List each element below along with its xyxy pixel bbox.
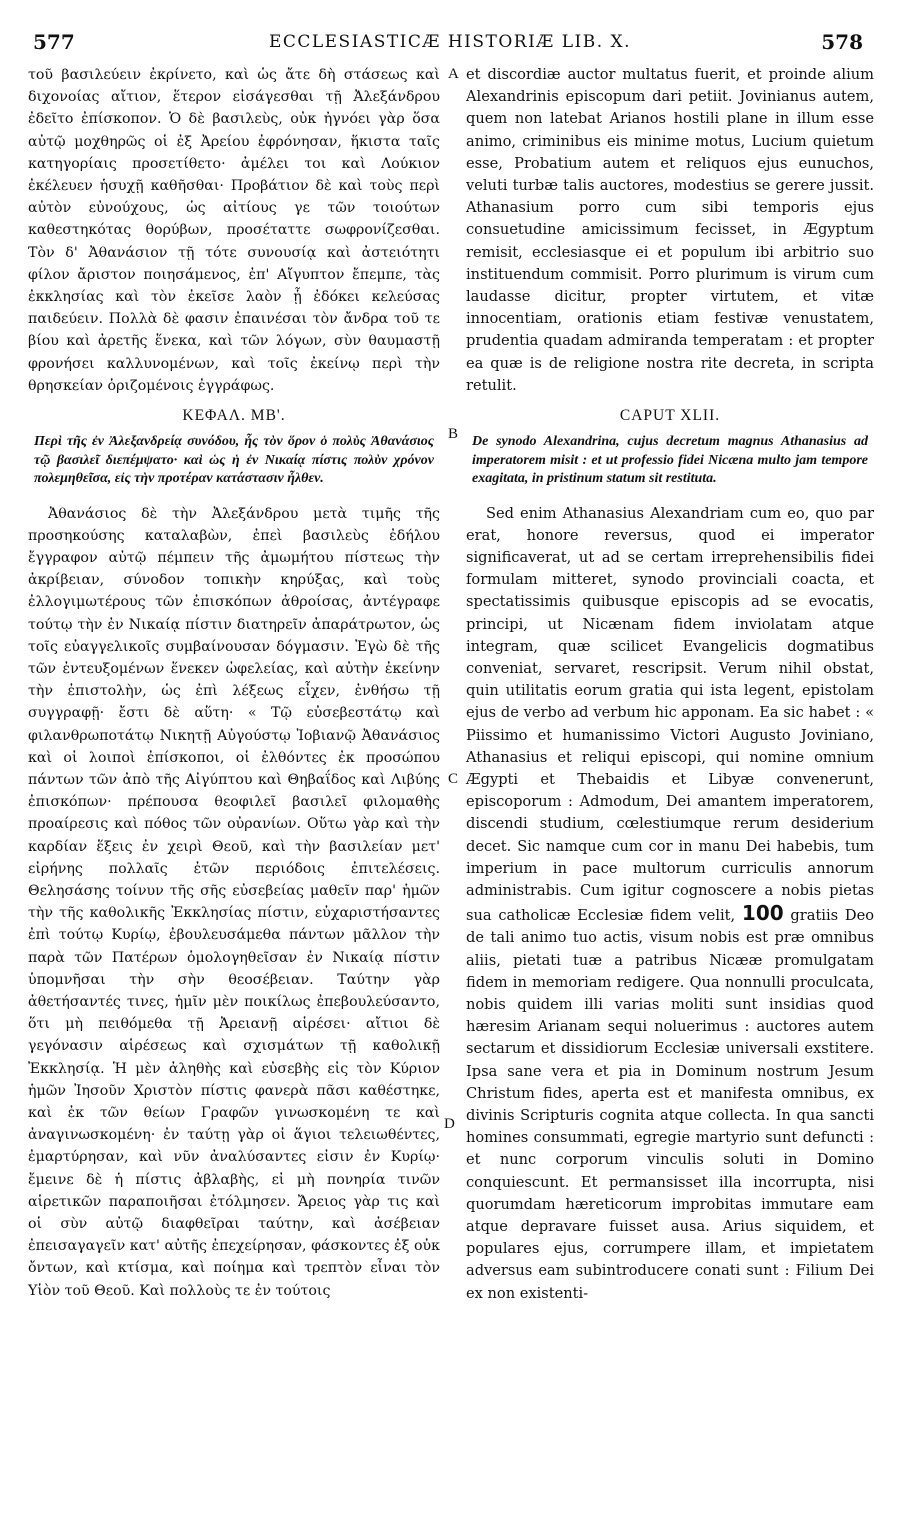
page-number-left: 577 [33, 30, 75, 54]
margin-letter-b: B [448, 426, 459, 442]
page-number-right: 578 [821, 30, 863, 54]
greek-column [28, 64, 440, 1302]
page-marker-badge: 100 [741, 901, 784, 926]
page-header [25, 30, 875, 58]
latin-chapter-title: CAPUT XLII. [619, 407, 721, 425]
margin-letter-a: A [448, 66, 459, 82]
latin-chapter-summary: De synodo Alexandrina, cujus decretum magnus Athanasius ad imperatorem misit : et ut professio fidei Nicæna multo jam tempore exagitata, in pristinum statum sit restituta. [472, 434, 868, 487]
margin-letter-d: D [444, 1116, 455, 1132]
latin-paragraph-2-end: gratiis Deo de tali animo tuo actis, visum nobis est præ omnibus aliis, pietati tuæ a patribus Nicææ promulgatam fidem in memoriam redigere. Qua nonnulli proculcata, nobis quidem illi varias moliti sunt insidias quod hæresim Arianam sequi noluerimus : auctores autem sectarum et dissidiorum Ecclesiæ universali exstitere. Ipsa sane vera et pia in Dominum nostrum Jesum Christum fides, aperta est et manifesta omnibus, ex divinis Scripturis cognita atque collecta. In qua sancti homines consummati, egregie martyrio sunt defuncti : et nunc corporum vinculis soluti in Domino conquiescunt. Et permansisset illa incorrupta, nisi quorumdam hæreticorum improbitas immutare eam atque depravare fuisset ausa. Arius siquidem, et populares ejus, corrumpere illam, et impietatem adversus eam subintroducere conati sunt : Filium Dei ex non existenti- [466, 907, 874, 1302]
latin-paragraph-2-start: Sed enim Athanasius Alexandriam cum eo, quo par erat, honore reversus, quod ei imperator significaverat, ut ad se certam irreprehensibilis fidei formulam mitteret, synodo provinciali coacta, et spectatissimis quibusque episcopis ad se evocatis, principi, ut Nicænam fidem inviolatam atque integram, quæ scilicet Evangelicis dogmatibus conveniat, servaret, rescripsit. Verum nihil obstat, quin utilitatis eorum gratia qui ista legent, epistolam ejus de verbo ad verbum hic apponam. Ea sic habet : « Piissimo et humanissimo Victori Augusto Joviniano, Athanasius et reliqui episcopi, qui nomine omnium Ægypti et Thebaidis et Libyæ convenerunt, episcoporum : Admodum, Dei amantem imperatorem, discendi studium, cœlestiumque rerum desiderium decet. Sic namque cum cor in manu Dei habebis, tum imperium in pace multorum curriculis annorum administrabis. Cum igitur cognoscere a nobis pietas sua catholicæ Ecclesiæ fidem velit, [466, 504, 874, 925]
greek-paragraph-1: τοῦ βασιλεύειν ἐκρίνετο, καὶ ὡς ἄτε δὴ στάσεως καὶ διχονοίας αἴτιον, ἕτερον εἰσάγεσθαι τῇ Ἀλεξάνδρου ἐδεῖτο ἐπίσκοπον. Ὁ δὲ βασιλεὺς, οὐκ ἠγνόει γὰρ ὅσα αὐτῷ μοχθηρῶς οἱ ἐξ Ἀρείου ἐφρόνησαν, ἥκιστα ταῖς κατηγορίαις προσετίθετο· ἀμέλει τοι καὶ Λούκιον ἐκέλευεν ἡσυχῇ καθῆσθαι· Προβάτιον δὲ καὶ τοὺς περὶ αὐτὸν εὐνούχους, ὡς αἰτίους γε τῶν τοιούτων καθεστηκότας θορύβων, προσέταττε σωφρονίζεσθαι. Τὸν δ' Ἀθανάσιον τῇ τότε συνουσίᾳ καὶ ἀστειότητι φίλον ἄριστον ποιησάμενος, ἐπ' Αἴγυπτον ἔπεμπε, τὰς ἐκκλησίας καὶ τὸν ἐκεῖσε λαὸν ᾗ ἐδόκει κελεύσας παιδεύειν. Πολλὰ δὲ φασιν ἐπαινέσαι τὸν ἄνδρα τοῦ τε βίου καὶ ἀρετῆς ἕνεκα, καὶ τῶν λόγων, σὺν θαυμαστῇ φρονήσει καλλυνομένων, καὶ τοῖς ἐκείνῳ περὶ τὴν θρησκείαν ὁριζομένοις ἐγγράφως. [28, 67, 440, 394]
margin-letter-c: C [448, 771, 459, 787]
greek-chapter-summary: Περὶ τῆς ἐν Ἀλεξανδρείᾳ συνόδου, ἧς τὸν ὅρον ὁ πολὺς Ἀθανάσιος τῷ βασιλεῖ διεπέμψατο· καὶ ὡς ἡ ἐν Νικαίᾳ πίστις πολὺν χρόνον πολεμηθεῖσα, εἰς τὴν προτέραν κατάστασιν ἦλθεν. [34, 434, 434, 487]
latin-column [466, 64, 874, 1305]
latin-paragraph-1: et discordiæ auctor multatus fuerit, et proinde alium Alexandrinis episcopum dari petiit. Jovinianus autem, quem non latebat Arianos hostili plane in illum esse animo, criminibus eis minime motus, Lucium quietum esse, Probatium autem et reliquos ejus eunuchos, veluti turbæ talis auctores, modestius se gerere jussit. Athanasium porro cum sibi temporis ejus consuetudine amicissimum fecisset, in Ægyptum remisit, ecclesiasque ei et populum ibi arbitrio suo instituendum commisit. Porro plurimum is virum cum laudasse dicitur, propter virtutem, et vitæ innocentiam, orationis etiam festivæ venustatem, prudentia quadam admiranda temperatam : et propter ea quæ is de religione nostra rite decreta, in scripta retulit. [466, 66, 874, 394]
greek-chapter-title: ΚΕΦΑΛ. ΜΒ'. [182, 407, 286, 425]
greek-paragraph-2: Ἀθανάσιος δὲ τὴν Ἀλεξάνδρου μετὰ τιμῆς τῆς προσηκούσης καταλαβὼν, ἐπεὶ βασιλεὺς ἐδήλου ἔγγραφον αὐτῷ πέμπειν τῆς ἀμωμήτου πίστεως τὴν ἀκρίβειαν, σύνοδον τοπικὴν κηρύξας, καὶ τοὺς ἐλλογιμωτέρους τῶν ἐπισκόπων ἀθροίσας, ἀντέγραφε τούτῳ τὴν ἐν Νικαίᾳ πίστιν διατηρεῖν ἀπαράτρωτον, ὡς τοῖς εὐαγγελικοῖς συμβαίνουσαν δόγμασιν. Ἐγὼ δὲ τῆς τῶν ἐντευξομένων ἕνεκεν ὠφελείας, καὶ αὐτὴν ἐκείνην τὴν ἐπιστολὴν, ὡς ἐπὶ λέξεως εἶχεν, ἐνθήσω τῇ συγγραφῇ· ἔστι δὲ αὕτη· « Τῷ εὐσεβεστάτῳ καὶ φιλανθρωποτάτῳ Νικητῇ Αὐγούστῳ Ἰοβιανῷ Ἀθανάσιος καὶ οἱ λοιποὶ ἐπίσκοποι, οἱ ἐλθόντες ἐκ προσώπου πάντων τῶν ἀπὸ τῆς Αἰγύπτου καὶ Θηβαΐδος καὶ Λιβύης ἐπισκόπων· πρέπουσα θεοφιλεῖ βασιλεῖ φιλομαθὴς προαίρεσις καὶ πόθος τῶν οὐρανίων. Οὕτω γὰρ καὶ τὴν καρδίαν ἕξεις ἐν χειρὶ Θεοῦ, καὶ τὴν βασιλείαν μετ' εἰρήνης πολλαῖς ἐτῶν περιόδοις ἐπιτελέσεις. Θελησάσης τοίνυν τῆς σῆς εὐσεβείας μαθεῖν παρ' ἡμῶν τὴν τῆς καθολικῆς Ἐκκλησίας πίστιν, εὐχαριστήσαντες ἐπὶ τούτῳ Κυρίῳ, ἐβουλευσάμεθα πάντων μᾶλλον τὴν παρὰ τῶν Πατέρων ὁμολογηθεῖσαν ἐν Νικαίᾳ πίστιν ὑπομνῆσαι τὴν σὴν θεοσέβειαν. Ταύτην γὰρ ἀθετήσαντές τινες, ἡμῖν μὲν ποικίλως ἐπεβουλεύσαντο, ὅτι μὴ πειθόμεθα τῇ Ἀρειανῇ αἱρέσει· αἴτιοι δὲ γεγόνασιν αἱρέσεως καὶ σχισμάτων τῇ καθολικῇ Ἐκκλησίᾳ. Ἡ μὲν ἀληθὴς καὶ εὐσεβὴς εἰς τὸν Κύριον ἡμῶν Ἰησοῦν Χριστὸν πίστις φανερὰ πᾶσι καθέστηκε, καὶ ἐκ τῶν θείων Γραφῶν γινωσκομένη τε καὶ ἀναγινωσκομένη· ἐν ταύτῃ γὰρ οἱ ἅγιοι τελειωθέντες, ἐμαρτύρησαν, καὶ νῦν ἀναλύσαντες εἰσιν ἐν Κυρίῳ· ἔμεινε δὲ ἡ πίστις ἀβλαβὴς, εἰ μὴ πονηρία τινῶν αἱρετικῶν παραποιῆσαι ἐτόλμησεν. Ἄρειος γὰρ τις καὶ οἱ σὺν αὐτῷ διαφθεῖραι ταύτην, καὶ ἀσέβειαν ἐπεισαγαγεῖν κατ' αὐτῆς ἐπεχείρησαν, φάσκοντες ἐξ οὐκ ὄντων, καὶ κτίσμα, καὶ ποίημα καὶ τρεπτὸν εἶναι τὸν Υἱὸν τοῦ Θεοῦ. Καὶ πολλοὺς τε ἐν τούτοις [28, 505, 440, 1299]
latin-paragraph-2 [466, 503, 874, 1305]
running-head: ECCLESIASTICÆ HISTORIÆ LIB. X. [268, 32, 632, 52]
